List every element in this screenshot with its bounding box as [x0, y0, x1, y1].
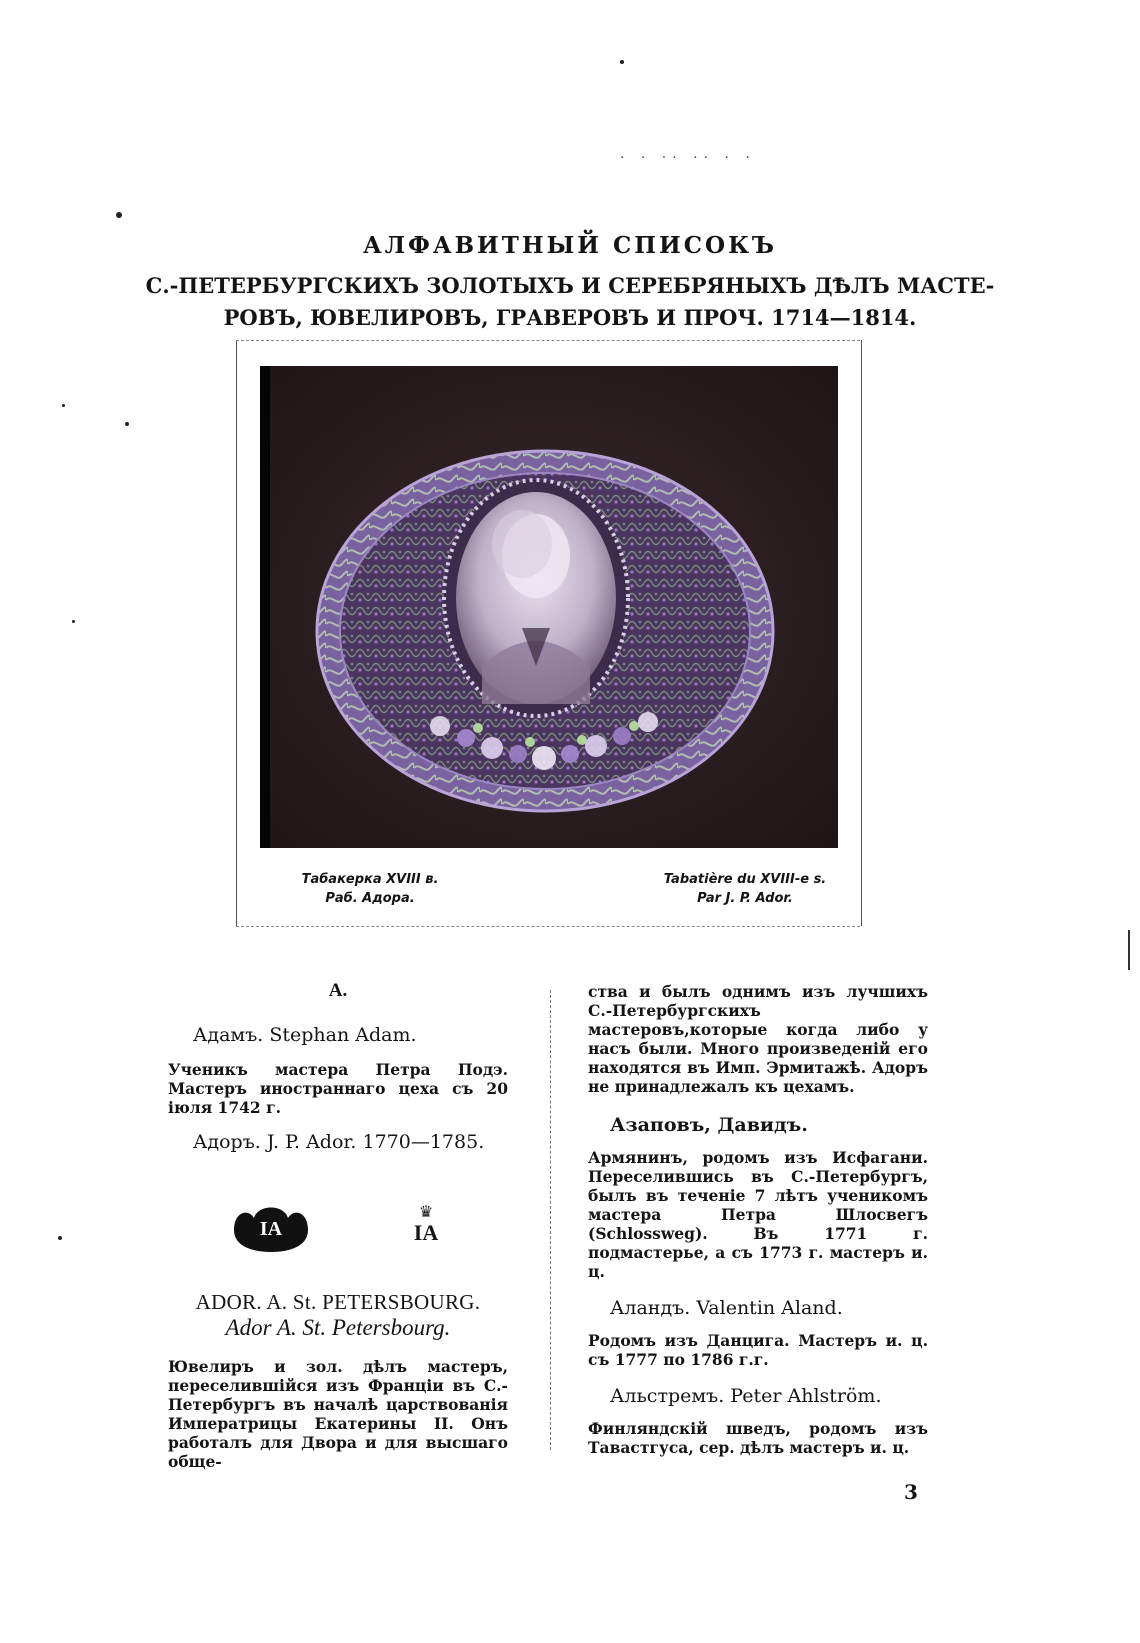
signature-italic: Ador A. St. Petersbourg.	[225, 1315, 451, 1340]
column-divider	[550, 990, 551, 1450]
crown-icon: ♛	[418, 1202, 434, 1221]
entry-azapov-text: Армянинъ, родомъ изъ Исфагани. Переселившись въ С.-Петербургъ, былъ въ теченіе 7 лѣтъ ученикомъ мастера Петра Шлосвегъ (Schlossweg). Въ 1771 г. подмастерье, а съ 1773 г. мастеръ и. ц.	[588, 1148, 928, 1281]
left-column-lower	[168, 1290, 508, 1471]
hallmark-initials-small: IA	[413, 1220, 439, 1245]
caption-ru-line1: Табакерка XVIII в.	[301, 872, 439, 887]
hallmark-crown-small	[404, 1204, 448, 1246]
page-title: АЛФАВИТНЫЙ СПИСОКЪ	[362, 232, 778, 259]
entry-azapov-name: Азаповъ, Давидъ.	[610, 1114, 808, 1136]
caption-ru-line2: Раб. Адора.	[325, 891, 415, 906]
scan-speck	[72, 620, 75, 623]
subtitle-line-1: С.-ПЕТЕРБУРГСКИХЪ ЗОЛОТЫХЪ И СЕРЕБРЯНЫХЪ ДѢЛЪ МАСТЕ-	[145, 273, 995, 298]
page-subtitle	[0, 270, 1140, 334]
scan-speck	[116, 212, 122, 218]
page-number: 3	[904, 1480, 918, 1504]
entry-ahlstrom-name: Альстремъ. Peter Ahlström.	[610, 1385, 882, 1407]
hallmark-initials: IA	[259, 1218, 283, 1240]
caption-fr-line2: Par J. P. Ador.	[697, 891, 793, 906]
entry-ahlstrom-text: Финляндскiй шведъ, родомъ изъ Тавастгуса, сер. дѣлъ мастеръ и. ц.	[588, 1419, 928, 1457]
entry-adam-text: Ученикъ мастера Петра Подэ. Мастеръ иностраннаго цеха съ 20 іюля 1742 г.	[168, 1060, 508, 1117]
entry-ador-text: Ювелиръ и зол. дѣлъ мастеръ, переселившiйся изъ Францiи въ С.-Петербургъ въ началѣ царствованія Императрицы Екатерины II. Онъ работалъ для Двора и для высшаго обще-	[168, 1357, 508, 1471]
scan-speck	[620, 60, 624, 64]
hallmark-crowned	[230, 1200, 312, 1260]
scan-edge	[1128, 930, 1130, 970]
caption-french	[640, 870, 850, 908]
scan-speck	[125, 422, 129, 426]
entry-aland-name: Аландъ. Valentin Aland.	[610, 1297, 843, 1319]
left-column	[168, 980, 508, 1153]
entry-adam-name: Адамъ. Stephan Adam.	[193, 1024, 417, 1046]
entry-ador-continued: ства и былъ однимъ изъ лучшихъ С.-Петербургскихъ мастеровъ,которые когда либо у насъ были. Много произведенiй его находятся въ Имп. Эрмитажѣ. Адоръ не принадлежалъ къ цехамъ.	[588, 982, 928, 1096]
subtitle-line-2: РОВЪ, ЮВЕЛИРОВЪ, ГРАВЕРОВЪ И ПРОЧ. 1714—1814.	[223, 305, 917, 330]
signature-roman: ADOR. A. St. PETERSBOURG.	[195, 1290, 481, 1314]
caption-russian	[270, 870, 470, 908]
snuffbox-illustration	[260, 366, 838, 848]
scan-speck	[62, 404, 65, 407]
section-letter: А.	[328, 980, 348, 1001]
entry-aland-text: Родомъ изъ Данцига. Мастеръ и. ц. съ 1777 по 1786 г.г.	[588, 1331, 928, 1369]
right-column	[588, 982, 928, 1457]
scan-marks: · · ·· ·· · ·	[620, 150, 756, 166]
scan-speck	[58, 1236, 62, 1240]
figure-frame-top	[236, 340, 860, 341]
caption-fr-line1: Tabatière du XVIII-e s.	[663, 872, 827, 887]
snuffbox-photo	[260, 366, 838, 848]
entry-ador-name: Адоръ. J. P. Ador. 1770—1785.	[193, 1131, 485, 1153]
figure-frame-bottom	[236, 926, 860, 927]
